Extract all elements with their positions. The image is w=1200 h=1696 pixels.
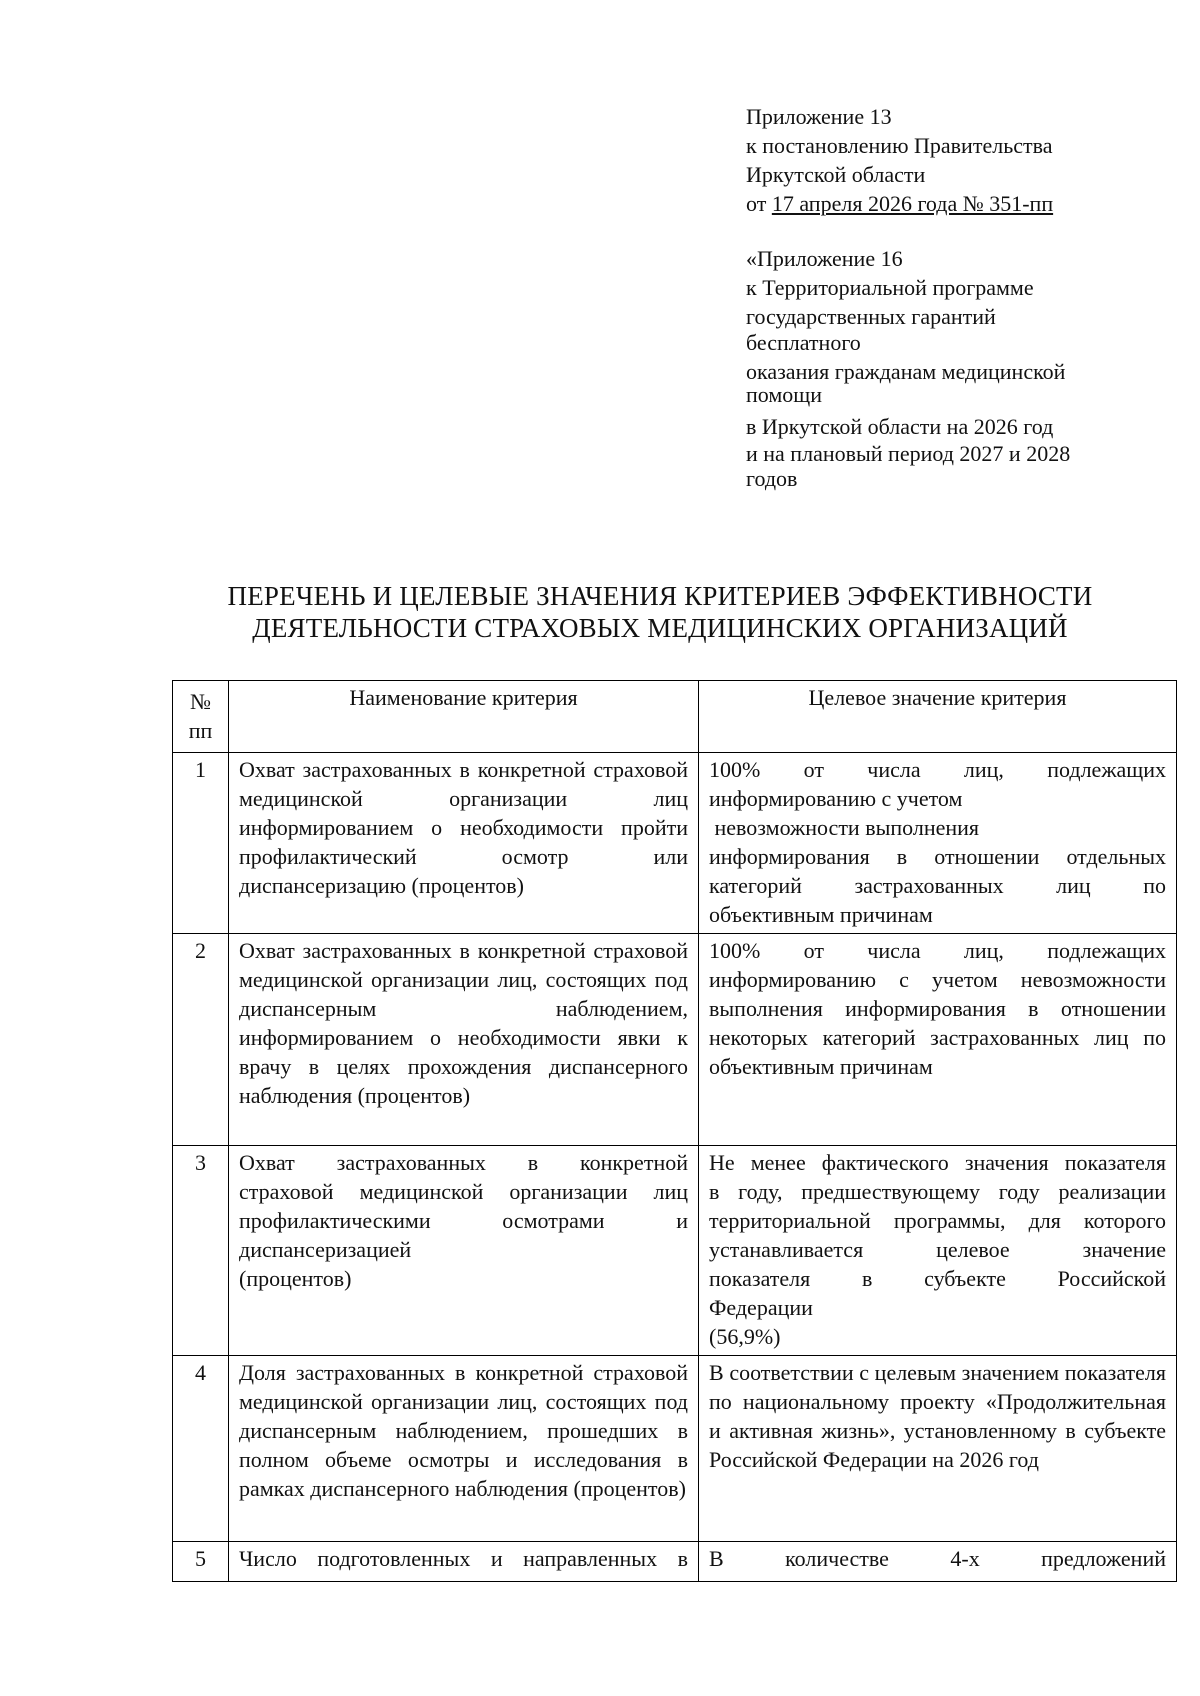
sub-appendix-line: бесплатного xyxy=(746,330,861,355)
sub-appendix-line: помощи xyxy=(746,382,822,407)
table-row xyxy=(173,934,1177,1146)
row-number: 3 xyxy=(173,1146,229,1356)
sub-appendix-line: годов xyxy=(746,466,798,491)
table-row xyxy=(173,1356,1177,1542)
criterion-name: Число подготовленных и направленных в xyxy=(229,1542,699,1582)
header-number: № пп xyxy=(173,681,229,753)
sub-appendix-title: «Приложение 16 xyxy=(746,246,903,271)
date-prefix: от xyxy=(746,191,772,216)
title-line-2: ДЕЯТЕЛЬНОСТИ СТРАХОВЫХ МЕДИЦИНСКИХ ОРГАНИЗАЦИЙ xyxy=(252,613,1068,643)
date-underlined: 17 апреля 2026 года № 351-пп xyxy=(771,191,1054,216)
criterion-target: В количестве 4-х предложений xyxy=(699,1542,1177,1582)
sub-appendix-line: оказания гражданам медицинской xyxy=(746,359,1066,384)
appendix-number: Приложение 13 xyxy=(746,104,892,129)
sub-appendix-line: и на плановый период 2027 и 2028 xyxy=(746,441,1071,466)
document-title xyxy=(160,580,1160,644)
sub-appendix-line: в Иркутской области на 2026 год xyxy=(746,414,1054,439)
row-number: 2 xyxy=(173,934,229,1146)
appendix-line-2: к постановлению Правительства xyxy=(746,133,1053,158)
criterion-name: Доля застрахованных в конкретной страховой медицинской организации лиц, состоящих под диспансерным наблюдением, прошедших в полном объеме осмотры и исследования в рамках диспансерного наблюдения (процентов) xyxy=(229,1356,699,1542)
appendix-date xyxy=(746,189,1126,218)
criterion-target: Не менее фактического значения показателя в году, предшествующему году реализации территориальной программы, для которого устанавливается целевое значение показателя в субъекте Российской Федерации (56,9%) xyxy=(699,1146,1177,1356)
table-row xyxy=(173,1146,1177,1356)
title-line-1: ПЕРЕЧЕНЬ И ЦЕЛЕВЫЕ ЗНАЧЕНИЯ КРИТЕРИЕВ ЭФФЕКТИВНОСТИ xyxy=(227,581,1093,611)
row-number: 5 xyxy=(173,1542,229,1582)
table-header-row xyxy=(173,681,1177,753)
criterion-name: Охват застрахованных в конкретной страховой медицинской организации лиц информированием о необходимости пройти профилактический осмотр или диспансеризацию (процентов) xyxy=(229,753,699,934)
row-number: 1 xyxy=(173,753,229,934)
criteria-table xyxy=(172,680,1177,1582)
criterion-name: Охват застрахованных в конкретной страховой медицинской организации лиц, состоящих под диспансерным наблюдением, информированием о необходимости явки к врачу в целях прохождения диспансерного наблюдения (процентов) xyxy=(229,934,699,1146)
table-row xyxy=(173,1542,1177,1582)
criterion-name: Охват застрахованных в конкретной страховой медицинской организации лиц профилактическими осмотрами и диспансеризацией (процентов) xyxy=(229,1146,699,1356)
sub-appendix-line: к Территориальной программе xyxy=(746,275,1034,300)
header-target-value: Целевое значение критерия xyxy=(699,681,1177,753)
row-number: 4 xyxy=(173,1356,229,1542)
appendix-header xyxy=(746,102,1126,491)
header-criterion-name: Наименование критерия xyxy=(229,681,699,753)
sub-appendix-line: государственных гарантий xyxy=(746,304,996,329)
table-row xyxy=(173,753,1177,934)
criterion-target: В соответствии с целевым значением показателя по национальному проекту «Продолжительная и активная жизнь», установленному в субъекте Российской Федерации на 2026 год xyxy=(699,1356,1177,1542)
criterion-target: 100% от числа лиц, подлежащих информированию с учетом невозможности выполнения информирования в отношении отдельных категорий застрахованных лиц по объективным причинам xyxy=(699,753,1177,934)
appendix-line-3: Иркутской области xyxy=(746,162,926,187)
criterion-target: 100% от числа лиц, подлежащих информированию с учетом невозможности выполнения информирования в отношении некоторых категорий застрахованных лиц по объективным причинам xyxy=(699,934,1177,1146)
